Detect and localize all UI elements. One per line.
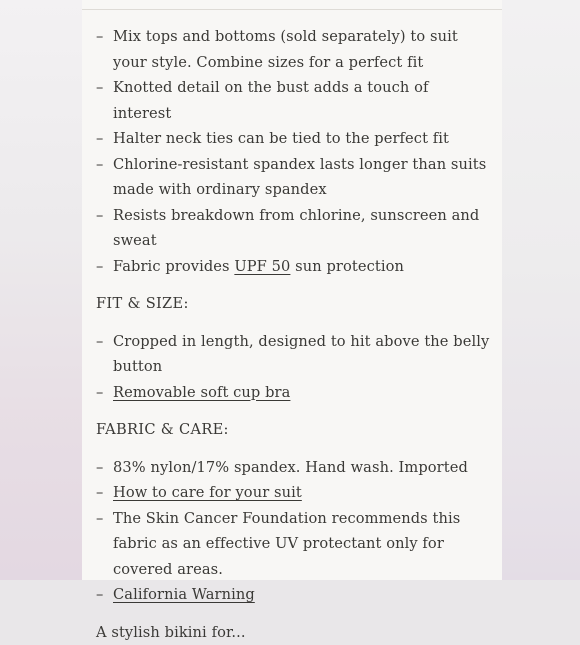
fit-size-list	[96, 329, 491, 406]
top-divider	[82, 9, 502, 10]
product-details-panel	[82, 0, 502, 641]
list-item	[96, 152, 491, 203]
bullet-dash: –	[96, 155, 104, 173]
bullet-dash: –	[96, 484, 104, 501]
list-item	[96, 380, 491, 406]
bullet-dash: –	[96, 79, 104, 96]
list-item	[96, 24, 491, 75]
bullet-dash: –	[96, 257, 104, 275]
care-instructions-link[interactable]: How to care for your suit	[113, 484, 302, 501]
features-list	[96, 24, 491, 279]
bullet-dash: –	[96, 586, 104, 603]
feature-text: Halter neck ties can be tied to the perfect fit	[113, 130, 450, 147]
feature-text-before: Fabric provides	[113, 257, 235, 275]
bullet-dash: –	[96, 28, 104, 45]
bullet-dash: –	[96, 130, 104, 147]
feature-text: Chlorine-resistant spandex lasts longer than suits made with ordinary spandex	[113, 155, 487, 198]
removable-soft-cup-bra-link[interactable]: Removable soft cup bra	[113, 383, 291, 401]
fabric-text: The Skin Cancer Foundation recommends this fabric as an effective UV protectant only for covered areas.	[113, 509, 461, 578]
bullet-dash: –	[96, 206, 104, 224]
feature-text: Resists breakdown from chlorine, sunscreen and sweat	[113, 206, 480, 249]
list-item	[96, 329, 491, 380]
feature-text-after: sun protection	[290, 257, 404, 275]
list-item	[96, 480, 491, 506]
background-right	[502, 0, 580, 580]
fabric-care-list	[96, 455, 491, 608]
fit-text: Cropped in length, designed to hit above the belly button	[113, 332, 490, 375]
list-item	[96, 455, 491, 481]
list-item	[96, 126, 491, 152]
cut-off-text: A stylish bikini for...	[96, 623, 246, 641]
bullet-dash: –	[96, 383, 104, 401]
fabric-care-heading: FABRIC & CARE:	[96, 421, 229, 438]
list-item	[96, 203, 491, 254]
fabric-text: 83% nylon/17% spandex. Hand wash. Imported	[113, 458, 468, 476]
product-description	[96, 24, 491, 641]
list-item	[96, 582, 491, 608]
feature-text: Mix tops and bottoms (sold separately) to suit your style. Combine sizes for a perfect fit	[113, 28, 458, 71]
list-item	[96, 506, 491, 583]
upf-50-link[interactable]: UPF 50	[234, 257, 291, 275]
list-item	[96, 254, 491, 280]
california-warning-link[interactable]: California Warning	[113, 586, 255, 603]
bullet-dash: –	[96, 458, 104, 476]
background-left	[0, 0, 82, 580]
bullet-dash: –	[96, 332, 104, 350]
bullet-dash: –	[96, 509, 104, 527]
feature-text: Knotted detail on the bust adds a touch of interest	[113, 79, 429, 122]
list-item	[96, 75, 491, 126]
fit-size-heading: FIT & SIZE:	[96, 295, 189, 312]
